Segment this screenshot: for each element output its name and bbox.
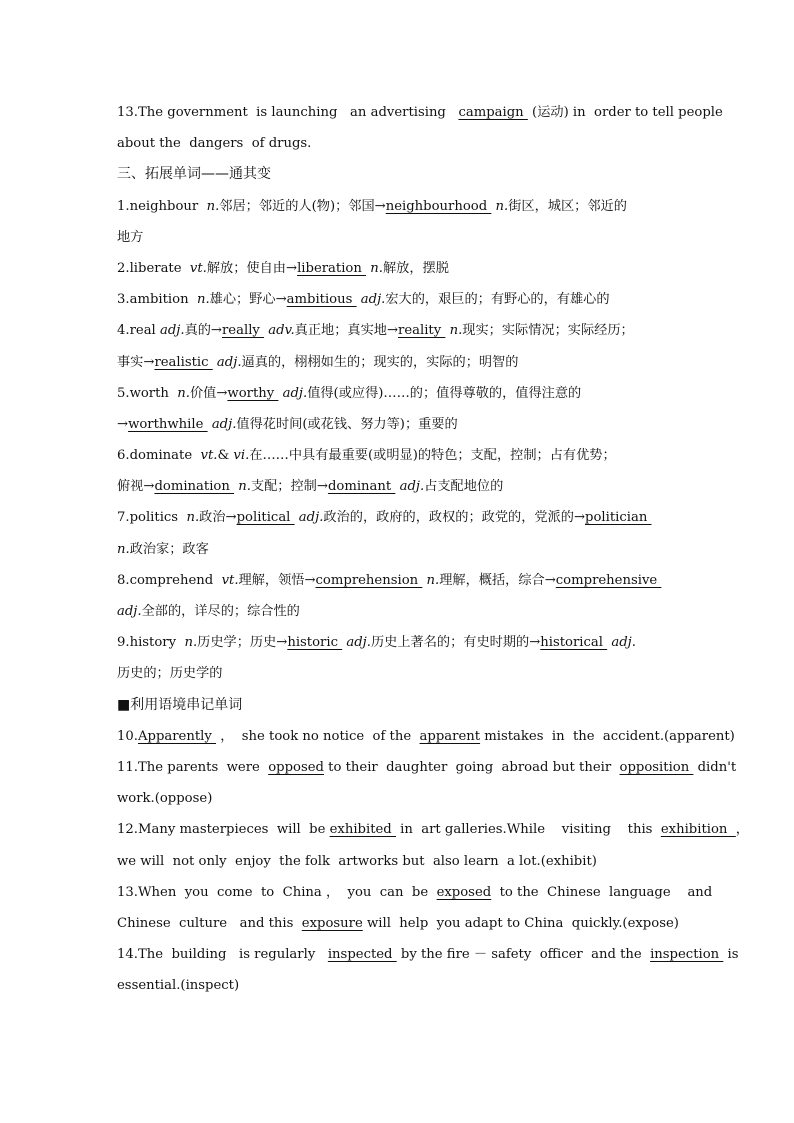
text-segment: we will not only enjoy the folk artworks but also learn a lot.(exhibit): [117, 853, 597, 869]
text-segment: 政治家；政客: [129, 541, 209, 557]
text-segment: mistakes in the accident.(apparent): [480, 728, 735, 744]
text-line: [117, 752, 737, 783]
text-segment: 事实→: [117, 354, 155, 370]
text-segment: 理解，概括，综合→: [439, 572, 556, 588]
text-segment: Chinese culture and this: [117, 915, 302, 931]
text-segment: will help you adapt to China quickly.(expose): [362, 915, 679, 931]
text-segment: didn't: [693, 759, 737, 775]
text-segment: &: [217, 448, 234, 464]
part-of-speech: n.: [370, 260, 383, 276]
text-line: [117, 409, 682, 440]
text-line: [117, 128, 682, 159]
text-line: [117, 378, 682, 409]
answer-word: historic: [287, 635, 343, 651]
text-line: [117, 658, 682, 689]
text-segment: 9.history: [117, 635, 185, 651]
text-segment: 三、拓展单词——通其变: [117, 166, 271, 183]
text-line: [117, 97, 723, 128]
text-segment: 政治→: [199, 510, 237, 526]
text-line: [117, 596, 682, 627]
text-segment: 真的→: [184, 323, 222, 339]
part-of-speech: adj.: [159, 323, 185, 339]
text-segment: 值得花时间(或花钱、努力等)；重要的: [236, 416, 458, 432]
text-line: [117, 315, 682, 346]
text-line: [117, 502, 682, 533]
answer-word: ambitious: [286, 292, 357, 308]
part-of-speech: vt.: [221, 572, 239, 588]
answer-word: exposure: [301, 915, 363, 931]
text-segment: ■利用语境串记单词: [117, 696, 243, 713]
part-of-speech: n.: [196, 292, 210, 308]
answer-word: really: [222, 323, 265, 339]
answer-word: exhibited: [329, 822, 396, 838]
text-segment: 4.real: [117, 323, 160, 339]
text-segment: 14.The building is regularly: [117, 947, 328, 963]
text-line: [117, 783, 682, 814]
part-of-speech: n.: [426, 572, 440, 588]
text-segment: →: [117, 416, 129, 432]
text-segment: 8.comprehend: [117, 572, 222, 588]
answer-word: liberation: [297, 260, 367, 276]
text-line: [117, 970, 682, 1001]
part-of-speech: adj.: [360, 292, 386, 308]
text-segment: 在……中具有最重要(或明显)的特色；支配，控制；占有优势；: [249, 448, 616, 464]
text-segment: 12.Many masterpieces will be: [117, 822, 330, 838]
answer-word: opposed: [268, 759, 324, 775]
answer-word: worthy: [227, 385, 279, 401]
text-segment: 解放，摆脱: [382, 260, 449, 276]
text-segment: 逼真的，栩栩如生的；现实的，实际的；明智的: [241, 354, 519, 370]
answer-word: exhibition: [660, 822, 736, 838]
answer-word: neighbourhood: [385, 198, 492, 214]
part-of-speech: n.: [184, 635, 198, 651]
part-of-speech: n.: [186, 510, 200, 526]
answer-word: reality: [398, 323, 446, 339]
text-line: [117, 191, 682, 222]
text-segment: 13.When you come to China ， you can be: [117, 884, 437, 900]
text-segment: (运动) in order to tell people: [527, 105, 723, 120]
text-line: [117, 284, 682, 315]
text-segment: 历史的；历史学的: [117, 666, 223, 682]
part-of-speech: adj.: [399, 479, 425, 495]
answer-word: exposed: [436, 884, 492, 900]
part-of-speech: adj.: [216, 354, 242, 370]
part-of-speech: adj.: [346, 635, 371, 651]
text-segment: 真正地；真实地→: [294, 323, 399, 339]
answer-word: political: [236, 510, 295, 526]
text-line: [117, 627, 682, 658]
text-segment: 政治的，政府的，政权的；政党的，党派的→: [323, 510, 586, 526]
text-segment: 5.worth: [117, 385, 178, 401]
answer-word: worthwhile: [128, 416, 208, 432]
part-of-speech: n.: [449, 323, 463, 339]
part-of-speech: n.: [238, 479, 251, 495]
text-segment: 现实；实际情况；实际经历；: [462, 323, 634, 339]
answer-word: campaign: [458, 105, 528, 120]
answer-word: inspected: [327, 947, 397, 963]
text-segment: 支配；控制→: [250, 479, 328, 495]
text-segment: 3.ambition: [117, 292, 197, 308]
text-segment: 理解，领悟→: [238, 572, 316, 588]
part-of-speech: adj.: [117, 604, 142, 619]
text-segment: essential.(inspect): [117, 978, 240, 994]
text-segment: 地方: [117, 229, 144, 245]
text-line: [117, 565, 682, 596]
text-segment: is: [723, 947, 739, 963]
section-heading: [117, 159, 682, 190]
answer-word: comprehension: [315, 572, 423, 588]
part-of-speech: adj.: [282, 385, 308, 401]
part-of-speech: adj.: [611, 635, 636, 651]
text-line: [117, 253, 682, 284]
part-of-speech: n.: [495, 198, 509, 214]
text-segment: ，: [735, 822, 749, 838]
part-of-speech: adj.: [298, 510, 324, 526]
text-segment: 邻居；邻近的人(物)；邻国→: [219, 198, 386, 214]
text-segment: 7.politics: [117, 510, 187, 526]
text-segment: 街区，城区；邻近的: [508, 198, 627, 214]
text-line: [117, 347, 682, 378]
answer-word: inspection: [650, 947, 724, 963]
text-segment: about the dangers of drugs.: [117, 136, 312, 152]
text-segment: 解放；使自由→: [206, 260, 298, 276]
text-segment: 10.: [117, 728, 138, 744]
answer-word: Apparently: [137, 728, 217, 744]
part-of-speech: vi.: [233, 448, 250, 464]
text-segment: ， she took no notice of the: [216, 728, 420, 744]
text-segment: 11.The parents were: [117, 759, 269, 775]
text-segment: 历史上著名的；有史时期的→: [370, 635, 541, 651]
answer-word: domination: [154, 479, 235, 495]
text-line: [117, 471, 682, 502]
answer-word: comprehensive: [555, 572, 662, 588]
text-segment: 雄心；野心→: [209, 292, 287, 308]
part-of-speech: vt.: [200, 448, 218, 464]
answer-word: politician: [585, 510, 652, 526]
text-segment: by the fire － safety officer and the: [396, 947, 651, 963]
text-segment: in art galleries.While visiting this: [395, 822, 661, 838]
text-line: [117, 877, 713, 908]
part-of-speech: adj.: [211, 416, 237, 432]
text-segment: 占支配地位的: [424, 479, 504, 495]
text-line: [117, 908, 682, 939]
text-segment: 价值→: [189, 385, 228, 401]
text-segment: 1.neighbour: [117, 198, 207, 214]
text-segment: work.(oppose): [117, 791, 213, 807]
part-of-speech: n.: [177, 385, 190, 401]
text-segment: 全部的，详尽的；综合性的: [141, 604, 300, 619]
text-segment: 历史学；历史→: [197, 635, 288, 651]
text-line: [117, 440, 682, 471]
text-line: [117, 721, 735, 752]
text-segment: 俯视→: [117, 479, 155, 495]
section-heading: [117, 690, 682, 721]
text-line: [117, 534, 682, 565]
text-line: [117, 846, 682, 877]
text-segment: 6.dominate: [117, 448, 201, 464]
document-body: [117, 97, 749, 1001]
part-of-speech: n.: [117, 541, 130, 557]
text-segment: 2.liberate: [117, 260, 190, 276]
answer-word: apparent: [419, 728, 481, 744]
part-of-speech: adv.: [268, 323, 295, 339]
answer-word: realistic: [154, 354, 213, 370]
text-segment: 13.The government is launching an advertising: [117, 105, 459, 120]
text-segment: 宏大的，艰巨的；有野心的，有雄心的: [385, 292, 610, 308]
answer-word: opposition: [619, 759, 694, 775]
part-of-speech: vt.: [189, 260, 207, 276]
text-segment: to the Chinese language and: [491, 884, 713, 900]
answer-word: dominant: [327, 479, 396, 495]
answer-word: historical: [540, 635, 608, 651]
text-line: [117, 222, 682, 253]
text-segment: 值得(或应得)……的；值得尊敬的，值得注意的: [307, 385, 582, 401]
text-segment: to their daughter going abroad but their: [323, 759, 620, 775]
text-line: [117, 814, 749, 845]
text-line: [117, 939, 739, 970]
part-of-speech: n.: [206, 198, 220, 214]
